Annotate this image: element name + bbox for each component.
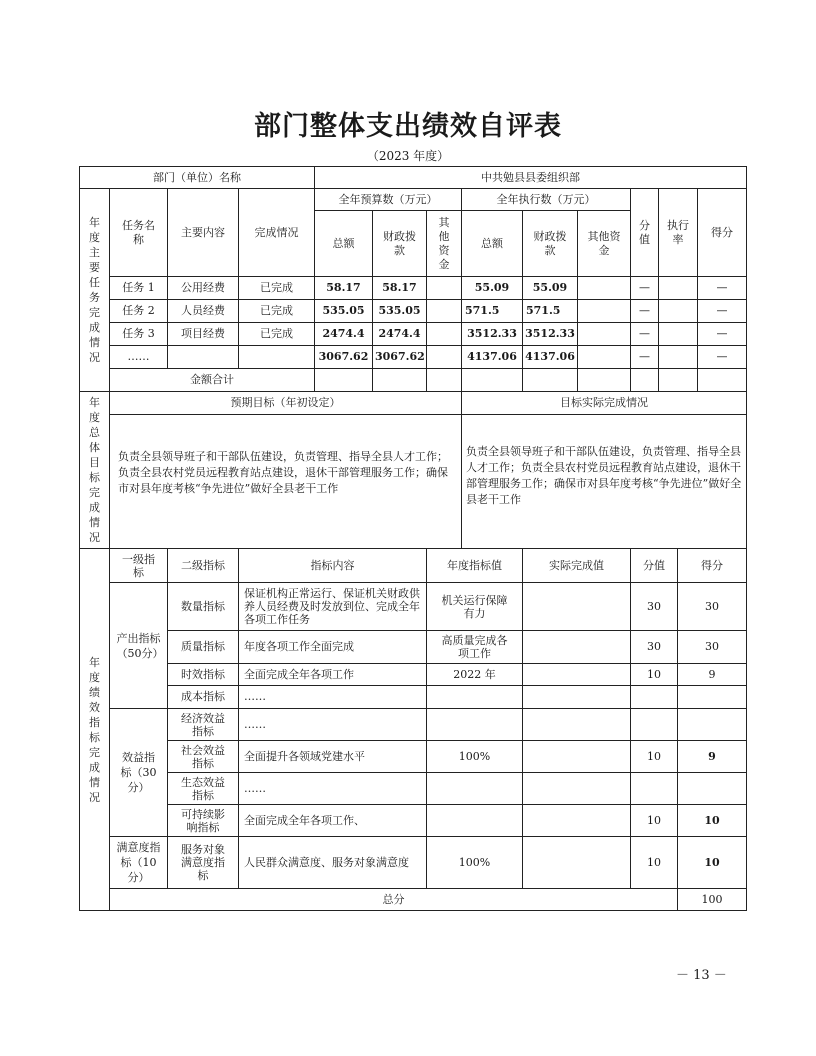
sum-cell [462,369,523,392]
header-exec-fiscal-text: 财政拨款 [533,229,567,257]
exec-other [578,346,631,369]
header-exec-rate [659,189,698,277]
level2-text: 经济效益指标 [181,711,225,738]
exec-fiscal: 4137.06 [523,346,578,369]
tasks-section-label-text: 年度主要任务完成情况 [89,216,100,364]
indicator-content: 年度各项工作全面完成 [239,631,427,664]
header-budget-fiscal-text: 财政拨款 [383,229,416,257]
score-value: — [631,346,659,369]
table-row [80,631,747,664]
task-status: 已完成 [239,300,315,323]
table-row [80,300,747,323]
table-row [80,277,747,300]
table-row [80,773,747,805]
budget-fiscal: 535.05 [373,300,427,323]
score: 30 [678,583,747,631]
indicator-content: …… [239,773,427,805]
table-row [80,664,747,686]
header-exec-fiscal [523,211,578,277]
level2-text: 社会效益指标 [181,743,225,770]
dept-value: 中共勉县县委组织部 [315,167,747,189]
exec-rate [659,277,698,300]
score: — [698,323,747,346]
budget-fiscal: 3067.62 [373,346,427,369]
header-score-value [631,189,659,277]
level2 [168,709,239,741]
page-number: － 13 － [676,968,727,983]
header-level2: 二级指标 [168,549,239,583]
actual-value [523,664,631,686]
document-title: 部门整体支出绩效自评表 [254,111,562,142]
level2: 数量指标 [168,583,239,631]
budget-total: 535.05 [315,300,373,323]
dept-label: 部门（单位）名称 [80,167,315,189]
annual-value-text: 机关运行保障有力 [441,593,508,620]
level2 [168,837,239,889]
document-subtitle: （2023 年度） [366,149,450,163]
header-budget-total: 总额 [315,211,373,277]
level2 [168,805,239,837]
score [678,709,747,741]
annual-value-text: 高质量完成各项工作 [441,634,508,660]
score: — [698,300,747,323]
score-value: 10 [631,664,678,686]
annual-value: 2022 年 [427,664,523,686]
actual-goal-text: 负责全县领导班子和干部队伍建设，负责管理、指导全县人才工作；负责全县农村党员远程教育站点建设，退休干部管理服务工作；确保市对县年度考核“争先进位”做好全县老干工作 [462,415,747,549]
actual-value [523,773,631,805]
sum-cell [315,369,373,392]
sum-cell [523,369,578,392]
budget-total: 2474.4 [315,323,373,346]
score-value: 10 [631,837,678,889]
actual-value [523,837,631,889]
header-actual-value: 实际完成值 [523,549,631,583]
level2-text: 可持续影响指标 [181,807,225,834]
level2: 成本指标 [168,686,239,709]
task-content: 项目经费 [168,323,239,346]
indicators-section-label [80,549,110,911]
header-annual-value: 年度指标值 [427,549,523,583]
indicator-content: 全面完成全年各项工作 [239,664,427,686]
score [678,773,747,805]
exec-rate [659,300,698,323]
level1-satisfaction-text: 满意度指标（10分） [116,841,161,884]
actual-value [523,805,631,837]
score-value: — [631,300,659,323]
sum-cell [698,369,747,392]
header-main-content: 主要内容 [168,189,239,277]
table-row [80,805,747,837]
indicator-content: …… [239,686,427,709]
header-exec-rate-text: 执行率 [667,218,689,246]
score-value: 10 [631,805,678,837]
level2-text: 生态效益指标 [181,775,225,802]
score: — [698,277,747,300]
sum-cell [578,369,631,392]
header-budget-fiscal [373,211,427,277]
header-score: 得分 [698,189,747,277]
level1-benefit [110,709,168,837]
tasks-section-label [80,189,110,392]
header-level1-text: 一级指标 [122,552,155,579]
header-task-name: 任务名称 [110,189,168,277]
task-name: …… [110,346,168,369]
score: — [698,346,747,369]
task-name: 任务 1 [110,277,168,300]
exec-other [578,277,631,300]
sum-cell [659,369,698,392]
actual-goal-header: 目标实际完成情况 [462,392,747,415]
score-value: — [631,323,659,346]
budget-total: 3067.62 [315,346,373,369]
header-content: 指标内容 [239,549,427,583]
goals-section-label-text: 年度总体目标完成情况 [89,396,100,544]
exec-other [578,323,631,346]
task-status [239,346,315,369]
header-exec-other [578,211,631,277]
total-value: 100 [678,889,747,911]
indicator-table [79,548,747,911]
task-table [79,166,747,549]
header-score-value-text: 分值 [639,218,650,246]
exec-other [578,300,631,323]
table-row [80,323,747,346]
indicator-content: …… [239,709,427,741]
budget-fiscal: 2474.4 [373,323,427,346]
score-value [631,773,678,805]
total-label: 总分 [110,889,678,911]
score: 30 [678,631,747,664]
task-status: 已完成 [239,323,315,346]
sum-row [80,369,747,392]
actual-value [523,709,631,741]
exec-fiscal: 571.5 [523,300,578,323]
header-score: 得分 [678,549,747,583]
level1-benefit-text: 效益指标（30分） [120,751,157,794]
header-exec-other-text: 其他资金 [587,229,621,257]
annual-value: 100% [427,837,523,889]
table-row [80,741,747,773]
score [678,686,747,709]
header-completion: 完成情况 [239,189,315,277]
annual-value [427,631,523,664]
score: 10 [678,805,747,837]
budget-other [427,323,462,346]
exec-total: 4137.06 [462,346,523,369]
score-value [631,686,678,709]
exec-fiscal: 3512.33 [523,323,578,346]
expected-goal-header: 预期目标（年初设定） [110,392,462,415]
task-content: 公用经费 [168,277,239,300]
score-value: — [631,277,659,300]
annual-value [427,805,523,837]
task-content [168,346,239,369]
level2-text: 服务对象满意度指标 [181,843,225,882]
score: 9 [678,664,747,686]
table-row [80,686,747,709]
header-exec-group: 全年执行数（万元） [462,189,631,211]
score: 9 [678,741,747,773]
budget-other [427,300,462,323]
header-exec-total: 总额 [462,211,523,277]
indicator-content: 保证机构正常运行、保证机关财政供养人员经费及时发放到位、完成全年各项工作任务 [239,583,427,631]
annual-value [427,709,523,741]
actual-value [523,686,631,709]
budget-other [427,346,462,369]
annual-value: 100% [427,741,523,773]
level1-output-text: 产出指标（50分） [116,631,164,660]
goals-section-label [80,392,110,549]
indicator-content: 全面完成全年各项工作、 [239,805,427,837]
task-name: 任务 2 [110,300,168,323]
exec-rate [659,323,698,346]
sum-label: 金额合计 [110,369,315,392]
annual-value [427,583,523,631]
expected-goal-text: 负责全县领导班子和干部队伍建设，负责管理、指导全县人才工作；负责全县农村党员远程教育站点建设，退休干部管理服务工作；确保市对县年度考核“争先进位”做好全县老干工作 [110,415,462,549]
exec-total: 55.09 [462,277,523,300]
sum-cell [427,369,462,392]
task-status: 已完成 [239,277,315,300]
exec-fiscal: 55.09 [523,277,578,300]
exec-rate [659,346,698,369]
level2 [168,773,239,805]
score-value: 10 [631,741,678,773]
indicator-content: 人民群众满意度、服务对象满意度 [239,837,427,889]
table-row [80,346,747,369]
budget-other [427,277,462,300]
actual-value [523,631,631,664]
table-row [80,837,747,889]
level2: 质量指标 [168,631,239,664]
score-value: 30 [631,583,678,631]
total-row [80,889,747,911]
level2 [168,741,239,773]
indicator-content: 全面提升各领域党建水平 [239,741,427,773]
task-name: 任务 3 [110,323,168,346]
annual-value [427,686,523,709]
header-score-value: 分值 [631,549,678,583]
level1-satisfaction [110,837,168,889]
header-budget-other-text: 其他资金 [438,215,450,271]
task-content: 人员经费 [168,300,239,323]
actual-value [523,741,631,773]
header-budget-other [427,211,462,277]
score: 10 [678,837,747,889]
table-row [80,709,747,741]
level1-output [110,583,168,709]
indicators-section-label-text: 年度绩效指标完成情况 [89,655,100,804]
level2: 时效指标 [168,664,239,686]
exec-total: 3512.33 [462,323,523,346]
actual-value [523,583,631,631]
table-row [80,583,747,631]
sum-cell [373,369,427,392]
budget-fiscal: 58.17 [373,277,427,300]
annual-value [427,773,523,805]
header-budget-group: 全年预算数（万元） [315,189,462,211]
sum-cell [631,369,659,392]
budget-total: 58.17 [315,277,373,300]
header-level1 [110,549,168,583]
exec-total: 571.5 [462,300,523,323]
score-value: 30 [631,631,678,664]
score-value [631,709,678,741]
